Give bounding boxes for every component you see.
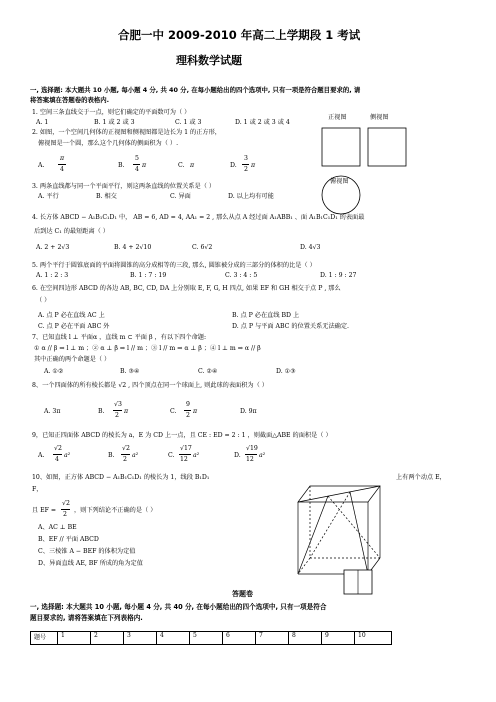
question-7-cont: 其中正确的两个命题是（ ）	[34, 356, 111, 363]
question-7: 7、已知直线 l ⊥ 平面α ，直线 m ⊂ 平面 β ，有以下四个命题:	[32, 334, 207, 341]
q7-option-b: B. ③④	[120, 368, 140, 375]
section-heading: 一, 选择题: 本大题共 10 小题, 每小题 4 分, 共 40 分, 在每小题给出的四个选项中, 只有一项是符合题目要求的, 请	[30, 86, 361, 94]
answer-table-cell: 2	[91, 632, 124, 645]
q7-option-a: A. ①②	[44, 368, 64, 375]
q4-option-d: D. 4√3	[300, 244, 321, 251]
q8-c-denominator: 2	[186, 412, 190, 419]
q10-option-a: A、AC ⊥ BE	[38, 524, 77, 531]
q9-d-fraction-bar	[245, 454, 257, 455]
answer-table-header-row	[31, 632, 392, 645]
q9-option-a: A.	[38, 452, 45, 459]
q7-option-d: D. ①③	[276, 368, 296, 375]
q9-d-denominator: 12	[246, 456, 254, 463]
q9-c-tail: a²	[193, 452, 200, 459]
q9-d-tail: a²	[259, 452, 266, 459]
question-3: 3. 两条直线都与同一个平面平行，则这两条直线的位置关系是（ ）	[32, 183, 216, 190]
q3-option-c: C. 异面	[170, 193, 191, 200]
document-title: 合肥一中 2009-2010 年高二上学期段 1 考试	[118, 28, 361, 42]
q2-option-c: C.	[178, 162, 185, 169]
q10-ef-label: 且 EF =	[32, 507, 57, 514]
q4-option-a: A. 2 + 2√3	[36, 244, 70, 251]
question-10-right: 上有两个动点 E，	[396, 474, 446, 481]
q10-option-b: B、EF // 平面 ABCD	[38, 536, 99, 543]
q6-option-d: D. 点 P 与平面 ABC 的位置关系无法确定.	[232, 323, 349, 330]
q9-option-b: B.	[108, 452, 115, 459]
answer-table-cell: 1	[58, 632, 91, 645]
q5-option-d: D. 1 : 9 : 27	[320, 272, 357, 279]
question-4-cont: 后到达 C₁ 的最短距离（ ）	[34, 228, 109, 235]
question-10: 10、如图，正方体 ABCD − A₁B₁C₁D₁ 的棱长为 1，线段 B₁D₁	[32, 474, 210, 481]
question-8: 8、一个四面体的所有棱长都是 √2 , 四个顶点在同一个球面上, 则此球的表面积为（ ）	[32, 382, 268, 389]
answer-table-cell: 4	[157, 632, 190, 645]
q2-d-pi: π	[251, 162, 256, 169]
question-5: 5. 两个平行于圆锥底面的平面将圆锥的高分成相等的三段, 那么, 圆锥被分成的三部分的体积的比是（ ）	[32, 262, 316, 269]
question-2-cont: 俯视图是一个圆，那么这个几何体的侧面积为（ ）.	[38, 140, 179, 147]
q9-c-numerator: √17	[180, 445, 192, 452]
q1-option-d: D. 1 或 2 或 3 或 4	[235, 119, 290, 126]
question-10-f: F，	[32, 486, 43, 493]
answer-section-instruction: 一, 选择题: 本大题共 10 小题, 每小题 4 分, 共 40 分, 在每小题给出的四个选项中, 只有一项是符合	[30, 603, 327, 611]
q8-option-b: B.	[98, 408, 105, 415]
answer-table-cell: 题号	[31, 632, 58, 645]
q2-d-fraction-bar	[242, 164, 249, 165]
q9-d-numerator: √19	[246, 445, 258, 452]
q9-b-fraction-bar	[121, 454, 130, 455]
q8-c-numerator: 9	[186, 401, 190, 408]
cube-hidden-edge	[298, 558, 310, 574]
q2-option-b: B.	[118, 162, 125, 169]
q8-option-c: C.	[170, 408, 177, 415]
q2-d-numerator: 3	[244, 155, 248, 162]
q3-option-b: B. 相交	[96, 193, 117, 200]
q1-option-c: C. 1 或 3	[175, 119, 202, 126]
q2-d-denominator: 2	[244, 166, 248, 173]
question-2: 2. 如图，一个空间几何体的正视图和侧视图都是边长为 1 的正方形，	[32, 129, 221, 136]
q2-b-fraction-bar	[133, 164, 140, 165]
question-10-cont: ，则下列结论不正确的是（ ）	[74, 507, 157, 514]
q8-c-fraction-bar	[184, 410, 191, 411]
q9-b-numerator: √2	[122, 445, 130, 452]
q10-option-c: C、三棱锥 A − BEF 的体积为定值	[38, 548, 136, 555]
document-subtitle: 理科数学试题	[176, 54, 242, 67]
q6-option-b: B. 点 P 必在直线 BD 上	[232, 312, 300, 319]
answer-table-cell: 3	[124, 632, 157, 645]
q6-option-a: A. 点 P 必在直线 AC 上	[38, 312, 105, 319]
answer-table-cell: 8	[289, 632, 322, 645]
q6-option-c: C. 点 P 必在平面 ABC 外	[38, 323, 110, 330]
q9-option-c: C.	[168, 452, 175, 459]
q4-option-b: B. 4 + 2√10	[114, 244, 152, 251]
q2-c-pi: π	[190, 162, 195, 169]
side-view-label: 侧视图	[370, 114, 389, 121]
front-view-label: 正视图	[328, 114, 347, 121]
question-7-propositions: ① α // β ⇒ l ⊥ m ；② α ⊥ β ⇒ l // m ；③ l // m ⇒ α ⊥ β ；④ l ⊥ m ⇒ α // β	[34, 345, 261, 352]
answer-sheet-heading: 答题卷	[232, 590, 253, 598]
q2-b-numerator: 5	[135, 155, 139, 162]
side-view-square	[368, 128, 406, 166]
cube-figure	[288, 478, 398, 598]
q9-a-tail: a²	[64, 452, 71, 459]
q9-a-denominator: 4	[55, 456, 59, 463]
section-heading-cont: 将答案填在答题卷的表格内.	[30, 96, 110, 104]
answer-table-cell: 7	[256, 632, 289, 645]
q1-option-a: A. 1	[36, 119, 49, 126]
q5-option-a: A. 1 : 2 : 3	[36, 272, 69, 279]
q9-c-denominator: 12	[180, 456, 188, 463]
q2-option-a: A.	[38, 162, 45, 169]
q9-b-tail: a²	[132, 452, 139, 459]
answer-table-cell: 5	[190, 632, 223, 645]
q10-ef-numerator: √2	[62, 500, 70, 507]
question-4: 4. 长方体 ABCD − A₁B₁C₁D₁ 中， AB = 6, AD = 4, AA₁ = 2 , 那么从点 A 经过面 A₁ABB₁ 、面 A₁B₁C₁D₁ 的表面最	[32, 214, 365, 221]
q9-a-fraction-bar	[53, 454, 62, 455]
q2-a-numerator: π	[60, 155, 65, 162]
q2-a-fraction-bar	[58, 164, 66, 165]
q10-option-d: D、异面直线 AE, BF 所成的角为定值	[38, 560, 143, 567]
answer-table-cell: 10	[355, 632, 392, 645]
q2-b-denominator: 4	[135, 166, 139, 173]
q1-option-b: B. 1 或 2 或 3	[94, 119, 135, 126]
q10-ef-denominator: 2	[63, 511, 67, 518]
top-view-label: 俯视图	[330, 178, 349, 185]
answer-table-cell: 9	[322, 632, 355, 645]
section-line	[328, 496, 380, 558]
q9-a-numerator: √2	[54, 445, 62, 452]
q8-b-denominator: 2	[115, 412, 119, 419]
q2-option-d: D.	[230, 162, 237, 169]
q8-c-pi: π	[193, 408, 198, 415]
q9-c-fraction-bar	[179, 454, 191, 455]
q8-b-numerator: √3	[114, 401, 122, 408]
section-line	[298, 496, 328, 574]
q7-option-c: C. ②④	[198, 368, 218, 375]
q8-b-fraction-bar	[113, 410, 122, 411]
q5-option-b: B. 1 : 7 : 19	[130, 272, 167, 279]
question-6: 6. 在空间四边形 ABCD 的各边 AB, BC, CD, DA 上分别取 E, F, G, H 四点, 如果 EF 和 GH 相交于点 P , 那么	[32, 285, 341, 292]
question-6-cont: （ ）	[36, 297, 51, 304]
q8-option-a: A. 3π	[44, 408, 61, 415]
q9-option-d: D.	[234, 452, 241, 459]
q3-option-d: D. 以上均有可能	[228, 193, 274, 200]
answer-section-instruction-cont: 题目要求的, 请将答案填在下列表格内.	[30, 614, 143, 622]
q8-b-pi: π	[124, 408, 129, 415]
q2-a-denominator: 4	[60, 166, 64, 173]
answer-table	[30, 631, 392, 645]
front-view-square	[322, 128, 360, 166]
q8-option-d: D. 9π	[240, 408, 257, 415]
q2-b-pi: π	[142, 162, 147, 169]
question-1: 1. 空间三条直线交于一点，则它们确定的平面数可为（ ）	[32, 109, 191, 116]
q4-option-c: C. 6√2	[192, 244, 213, 251]
question-9: 9，已知正四面体 ABCD 的棱长为 a，E 为 CD 上一点，且 CE : ED = 2 : 1 ，则截面△ABE 的面积是（ ）	[32, 432, 332, 439]
answer-table-cell: 6	[223, 632, 256, 645]
q10-ef-fraction-bar	[61, 509, 70, 510]
q9-b-denominator: 2	[123, 456, 127, 463]
q5-option-c: C. 3 : 4 : 5	[225, 272, 258, 279]
q3-option-a: A. 平行	[38, 193, 59, 200]
